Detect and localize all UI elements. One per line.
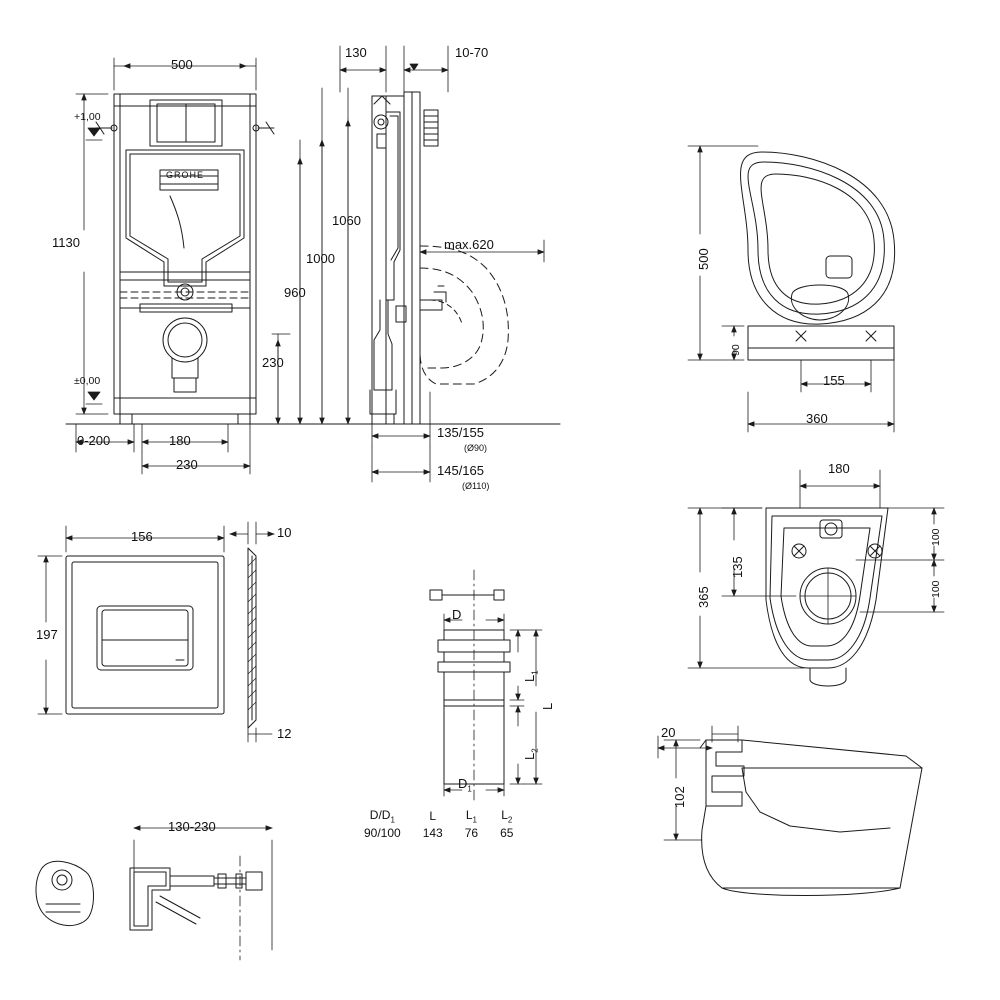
dim-connector-d: D	[452, 607, 462, 622]
dim-pan-height-102: 102	[672, 786, 687, 808]
dim-offset-230: 230	[176, 457, 198, 472]
dim-plate-thickness-12: 12	[277, 726, 292, 741]
pan-bottom-geometry	[766, 508, 888, 686]
level-mark-top: +1,00	[74, 111, 101, 123]
dim-plate-height-197: 197	[36, 627, 58, 642]
table-header-cell: $L_2$	[501, 808, 513, 825]
dim-connector-l: L	[540, 702, 555, 710]
table-header-cell: L	[429, 809, 437, 824]
dim-outlet-135-155-diameter: (Ø90)	[464, 443, 488, 453]
table-row	[354, 826, 523, 840]
dim-height-1060: 1060	[332, 213, 361, 228]
dim-connector-l2: $L_2$	[522, 748, 540, 760]
pan-bottom-dimensions	[688, 470, 944, 668]
table-cell: 143	[422, 826, 443, 841]
dim-pan-length-500: 500	[696, 248, 711, 270]
frame-side-geometry	[370, 92, 508, 424]
connector-dimension-table	[352, 806, 525, 842]
dim-outlet-135-155: 135/155	[437, 425, 484, 440]
dim-pan-fix-155: 155	[823, 373, 845, 388]
dim-pan-fix-100-b: 100	[930, 580, 942, 598]
dim-bracket-range-130-230: 130-230	[168, 819, 216, 834]
dim-plate-thickness-10: 10	[277, 525, 292, 540]
brand-label-grohe: GROHE	[166, 170, 205, 180]
dim-pan-fix-180: 180	[828, 461, 850, 476]
dim-outlet-145-165: 145/165	[437, 463, 484, 478]
table-cell: 76	[464, 826, 479, 841]
pan-top-geometry	[741, 152, 895, 360]
dim-connector-l1: $L_1$	[522, 670, 540, 682]
dim-projection-max-620: max.620	[444, 237, 494, 252]
dim-pan-width-360: 360	[806, 411, 828, 426]
connector-geometry	[430, 570, 510, 800]
dim-pan-rim-20: 20	[661, 725, 676, 740]
dim-frame-depth-130: 130	[345, 45, 367, 60]
dim-frame-width-500: 500	[171, 57, 193, 72]
dim-pan-fix-135: 135	[730, 556, 745, 578]
dim-pan-fix-100-a: 100	[930, 528, 942, 546]
dim-frame-height-1130: 1130	[52, 235, 80, 250]
dim-offset-0-200: 0-200	[77, 433, 111, 448]
dim-outlet-145-165-diameter: (Ø110)	[462, 481, 490, 491]
dim-plate-width-156: 156	[131, 529, 153, 544]
dim-pan-rim-90: 90	[730, 344, 742, 356]
flush-plate-dimensions	[38, 522, 274, 742]
pan-side-geometry	[700, 740, 922, 896]
dim-height-230: 230	[262, 355, 284, 370]
dim-offset-180: 180	[169, 433, 191, 448]
level-mark-floor: ±0,00	[74, 375, 101, 387]
bracket-geometry	[36, 861, 262, 930]
table-header-cell: $L_1$	[465, 808, 477, 825]
flush-plate-geometry	[66, 548, 256, 728]
table-cell: 65	[500, 826, 514, 841]
table-header-row	[354, 808, 523, 824]
bracket-dimensions	[134, 828, 272, 960]
dim-height-1000: 1000	[306, 251, 335, 266]
table-header-cell: $D/D_1$	[369, 808, 395, 825]
frame-front-dimensions	[76, 58, 256, 474]
connector-dimensions	[444, 614, 542, 796]
dim-connector-d1: $D_1$	[458, 776, 472, 794]
dim-adjust-10-70: 10-70	[455, 45, 489, 60]
dim-height-960: 960	[284, 285, 306, 300]
pan-top-dimensions	[688, 146, 894, 432]
dim-pan-depth-365: 365	[696, 586, 711, 608]
pan-side-dimensions	[658, 726, 738, 840]
table-cell: 90/100	[364, 826, 401, 841]
